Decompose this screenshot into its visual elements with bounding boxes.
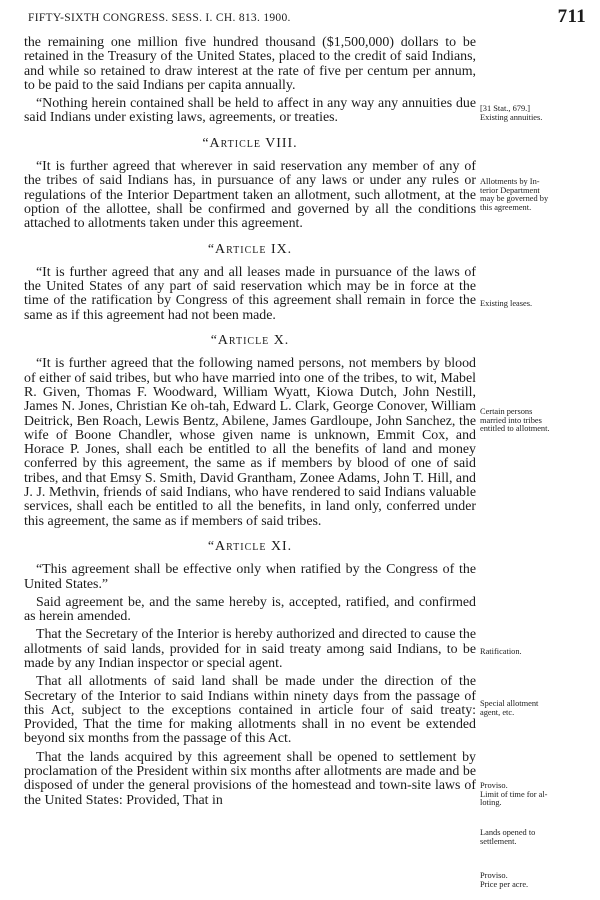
margin-note-line: Ratification. [480, 647, 522, 656]
body-text [24, 36, 476, 812]
margin-note [480, 648, 596, 657]
margin-note-line: [31 Stat., 679.] [480, 104, 531, 113]
page-header [14, 6, 586, 30]
margin-note-line: agent, etc. [480, 707, 515, 717]
page-number: 711 [557, 6, 586, 27]
article-heading: “Article XI. [207, 538, 293, 554]
paragraph: That the Secretary of the Interior is hereby authorized and directed to cause the allotments of said lands, provided for in said treaty among said Indians, to be made by any Indian inspector or special agent. [24, 627, 476, 671]
margin-note-line: this agreement. [480, 202, 532, 212]
margin-note [480, 829, 596, 846]
margin-note-line: Existing annuities. [480, 112, 543, 122]
article-heading: “Article IX. [207, 241, 293, 257]
margin-note-line: Price per acre. [480, 879, 529, 889]
margin-note [480, 300, 596, 309]
margin-note-line: married into tribes [480, 415, 542, 425]
running-head: FIFTY-SIXTH CONGRESS. SESS. I. CH. 813. 1900. [28, 12, 291, 24]
article-heading: “Article VIII. [202, 135, 298, 151]
margin-note-line: Special allotment [480, 699, 539, 708]
margin-note-line: settlement. [480, 836, 517, 846]
margin-note [480, 105, 596, 122]
paragraph: “This agreement shall be effective only when ratified by the Congress of the United States.” [24, 562, 476, 592]
margin-note [480, 178, 596, 212]
paragraph: “Nothing herein contained shall be held to affect in any way any annuities due said Indians under existing laws, agreements, or treaties. [24, 96, 476, 126]
margin-note-line: loting. [480, 798, 502, 808]
paragraph: Said agreement be, and the same hereby is, accepted, ratified, and confirmed as herein amended. [24, 594, 476, 625]
paragraph: “It is further agreed that wherever in said reservation any member of any of the tribes of said Indians has, in pursuance of any laws or under any rules or regulations of the Interior Department taken an allotment, such allotment, at the option of the allottee, shall be confirmed and governed by all the conditions attached to allotments taken under this agreement. [24, 159, 476, 232]
paragraph: the remaining one million five hundred thousand ($1,500,000) dollars to be retained in the Treasury of the United States, placed to the credit of said Indians, and while so retained to draw interest at the rate of five per centum per annum, to be paid to the said Indians per capita annually. [24, 35, 476, 93]
margin-note-line: Existing leases. [480, 299, 533, 308]
paragraph: That the lands acquired by this agreement shall be opened to settlement by proclamation of the President within six months after allotments are made and be disposed of under the general provisions of the homestead and town-site laws of the United States: Provided, That in [24, 749, 476, 808]
paragraph: “It is further agreed that any and all leases made in pursuance of the laws of the United States of any part of said reservation which may be in force at the time of the ratification by Congress of this agreement shall remain in force the same as if this agreement had not been made. [24, 264, 476, 323]
margin-note-line: Proviso. [480, 781, 508, 790]
paragraph: That all allotments of said land shall be made under the direction of the Secretary of the Interior to said Indians within ninety days from the passage of this Act, subject to the exceptions contained in article four of said treaty: Provided, That the time for making allotments shall in no event be extended beyond six months from the passage of this Act. [24, 674, 476, 747]
margin-note-line: Limit of time for al- [480, 789, 548, 799]
margin-note-line: entitled to allotment. [480, 424, 550, 434]
margin-note-line: Proviso. [480, 871, 508, 880]
margin-note [480, 408, 596, 434]
paragraph: “It is further agreed that the following named persons, not members by blood of either of said tribes, but who have married into one of the tribes, to wit, Mabel R. Given, Thomas F. Woodward, William Wyatt, Kiowa Dutch, John Nestill, James N. Jones, Christian Ke oh-tah, Edward L. Clark, George Conover, William Deitrick, Ben Roach, Lewis Bentz, Abilene, James Gardloupe, John Sanchez, the wife of Boone Chandler, whose given name is unknown, Emmit Cox, and Horace P. Jones, shall each be entitled to all the benefits of land and money conferred by this agreement, the same as if members by blood of one of said tribes, and that Emsy S. Smith, David Grantham, Zonee Adams, John T. Hill, and J. J. Methvin, friends of said Indians, who have rendered to said Indians valuable services, shall each be entitled to all the benefits, in land only, conferred under this agreement, the same as if members of said tribes. [24, 356, 476, 529]
margin-note [480, 782, 596, 808]
article-heading: “Article X. [210, 333, 290, 349]
margin-note-line: Allotments by In- [480, 177, 540, 186]
margin-note [480, 872, 596, 889]
margin-note-line: Lands opened to [480, 828, 536, 837]
margin-note-line: may be governed by [480, 194, 549, 204]
margin-note-line: terior Department [480, 185, 540, 195]
margin-note [480, 700, 596, 717]
margin-note-line: Certain persons [480, 407, 533, 416]
